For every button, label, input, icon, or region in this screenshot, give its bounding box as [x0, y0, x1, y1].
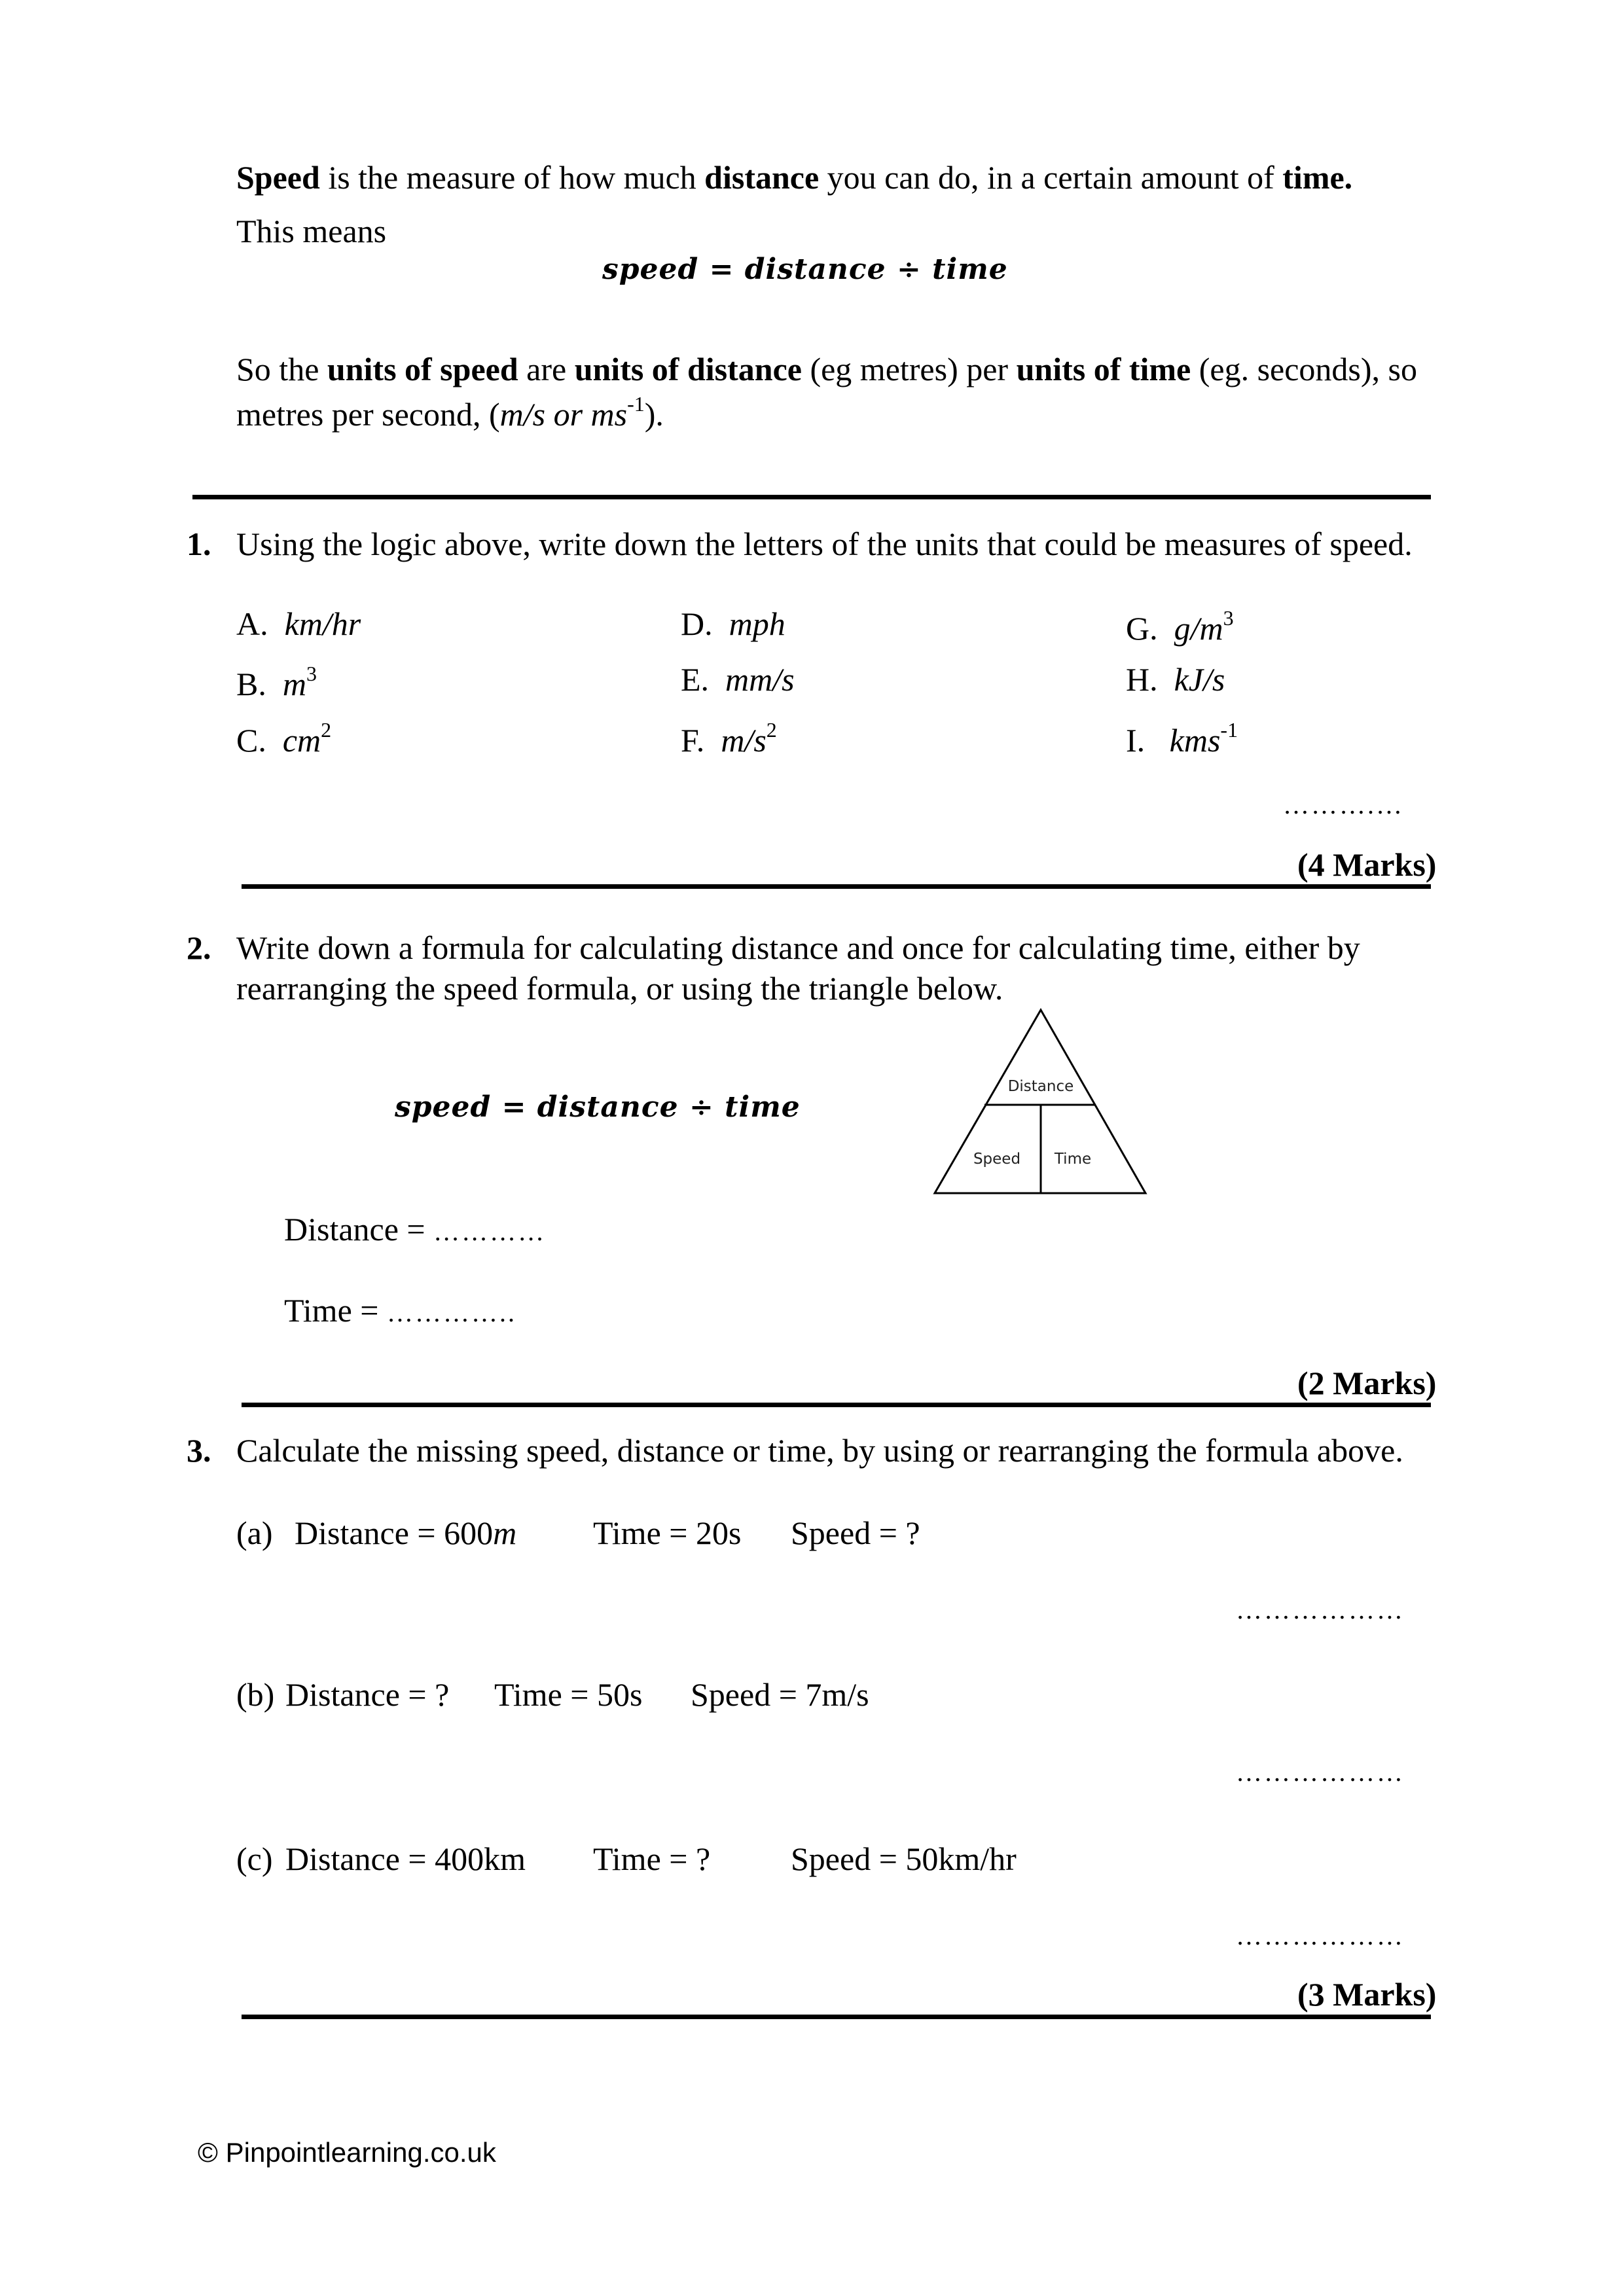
distance-unit: m	[493, 1515, 517, 1551]
q2-divider	[242, 1403, 1431, 1407]
q3-part-c-time: Time = ?	[593, 1840, 711, 1877]
q1-divider	[242, 884, 1431, 889]
option-unit: kms	[1169, 722, 1221, 759]
distance-label: Distance =	[284, 1211, 434, 1247]
superscript: 3	[306, 662, 317, 685]
keyword-time: time.	[1282, 159, 1353, 196]
q2-marks: (2 Marks)	[1297, 1365, 1437, 1401]
given-distance: Distance = 600	[295, 1515, 494, 1551]
q1-option-i	[1126, 719, 1238, 757]
distance-answer-line[interactable]: …………	[433, 1217, 547, 1246]
option-letter: C.	[236, 722, 266, 759]
keyword-units-of-speed: units of speed	[327, 351, 518, 387]
option-unit: cm	[282, 722, 321, 759]
intro-definition	[236, 161, 1352, 194]
keyword-distance: distance	[704, 159, 820, 196]
option-unit: m	[282, 666, 306, 702]
q2-number: 2.	[187, 929, 211, 966]
q1-option-f	[681, 719, 777, 757]
option-unit: mph	[729, 605, 785, 642]
footer-copyright: © Pinpointlearning.co.uk	[198, 2137, 496, 2168]
units-text: metres per second, (	[236, 396, 500, 433]
units-explanation-line1	[236, 353, 1417, 386]
option-unit: km/hr	[284, 605, 361, 642]
time-label: Time =	[284, 1292, 387, 1329]
q3-part-a-label: (a)	[236, 1515, 273, 1551]
units-text: (eg. seconds), so	[1191, 351, 1417, 387]
q1-marks: (4 Marks)	[1297, 846, 1437, 883]
keyword-speed: Speed	[236, 159, 320, 196]
q1-option-h	[1126, 663, 1225, 696]
units-text: So the	[236, 351, 327, 387]
q1-option-c	[236, 719, 331, 757]
units-text: ).	[644, 396, 664, 433]
q3-part-a-answer-line[interactable]: ………………	[1236, 1595, 1405, 1624]
option-letter: B.	[236, 666, 266, 702]
option-unit: g/m	[1174, 610, 1223, 647]
option-letter: D.	[681, 605, 713, 642]
q3-part-a-speed: Speed = ?	[791, 1515, 920, 1551]
q1-option-b	[236, 663, 317, 700]
superscript: 2	[766, 718, 777, 742]
q1-option-a	[236, 607, 361, 640]
q2-speed-formula: speed = distance ÷ time	[395, 1090, 801, 1124]
q1-option-g	[1126, 607, 1234, 645]
time-answer-line[interactable]: …………..	[386, 1298, 516, 1327]
q3-part-c-speed: Speed = 50km/hr	[791, 1840, 1017, 1877]
q1-prompt: Using the logic above, write down the letters of the units that could be measures of speed.	[236, 526, 1413, 562]
keyword-units-of-time: units of time	[1016, 351, 1191, 387]
q1-answer-line[interactable]: ……….…	[1283, 790, 1404, 819]
q3-number: 3.	[187, 1432, 211, 1469]
option-letter: F.	[681, 722, 705, 759]
q3-part-b-answer-line[interactable]: ………………	[1236, 1757, 1405, 1787]
section-divider	[192, 495, 1431, 499]
superscript: -1	[1220, 718, 1238, 742]
q3-part-c-distance: Distance = 400km	[285, 1840, 526, 1877]
triangle-speed-label: Speed	[973, 1151, 1021, 1168]
superscript: -1	[627, 392, 645, 416]
intro-text: is the measure of how much	[319, 159, 705, 196]
q3-part-b-distance: Distance = ?	[285, 1676, 450, 1713]
option-letter: G.	[1126, 610, 1158, 647]
intro-this-means: This means	[236, 213, 387, 249]
triangle-distance-label: Distance	[1007, 1078, 1074, 1095]
q3-divider	[242, 2015, 1431, 2019]
q2-prompt-line1: Write down a formula for calculating distance and once for calculating time, either by	[236, 929, 1360, 966]
q2-prompt-line2: rearranging the speed formula, or using the triangle below.	[236, 970, 1003, 1007]
q1-option-e	[681, 663, 795, 696]
units-example: m/s or ms	[499, 396, 628, 433]
option-unit: m/s	[721, 722, 767, 759]
q3-part-a-distance	[295, 1516, 516, 1549]
option-letter: H.	[1126, 661, 1158, 698]
q1-option-d	[681, 607, 785, 640]
q3-part-b-label: (b)	[236, 1676, 275, 1713]
q1-number: 1.	[187, 526, 211, 562]
option-unit: mm/s	[725, 661, 795, 698]
keyword-units-of-distance: units of distance	[574, 351, 802, 387]
option-letter: A.	[236, 605, 268, 642]
units-text: are	[518, 351, 575, 387]
q3-part-b-time: Time = 50s	[494, 1676, 643, 1713]
q3-part-c-answer-line[interactable]: ………………	[1236, 1921, 1405, 1950]
speed-formula: speed = distance ÷ time	[602, 253, 1008, 286]
q3-part-c-label: (c)	[236, 1840, 273, 1877]
q3-prompt: Calculate the missing speed, distance or time, by using or rearranging the formula above.	[236, 1432, 1403, 1469]
units-explanation-line2	[236, 393, 664, 431]
option-letter: E.	[681, 661, 710, 698]
intro-text: you can do, in a certain amount of	[819, 159, 1283, 196]
q3-part-b-speed: Speed = 7m/s	[691, 1676, 869, 1713]
option-letter: I.	[1126, 722, 1146, 759]
option-unit: kJ/s	[1174, 661, 1225, 698]
q2-distance-answer	[284, 1213, 546, 1246]
units-text: (eg metres) per	[801, 351, 1017, 387]
q3-part-a-time: Time = 20s	[593, 1515, 742, 1551]
q3-marks: (3 Marks)	[1297, 1976, 1437, 2013]
triangle-time-label: Time	[1054, 1151, 1092, 1168]
superscript: 2	[321, 718, 332, 742]
q2-time-answer	[284, 1294, 516, 1327]
formula-triangle	[929, 1005, 1178, 1201]
superscript: 3	[1223, 606, 1234, 630]
